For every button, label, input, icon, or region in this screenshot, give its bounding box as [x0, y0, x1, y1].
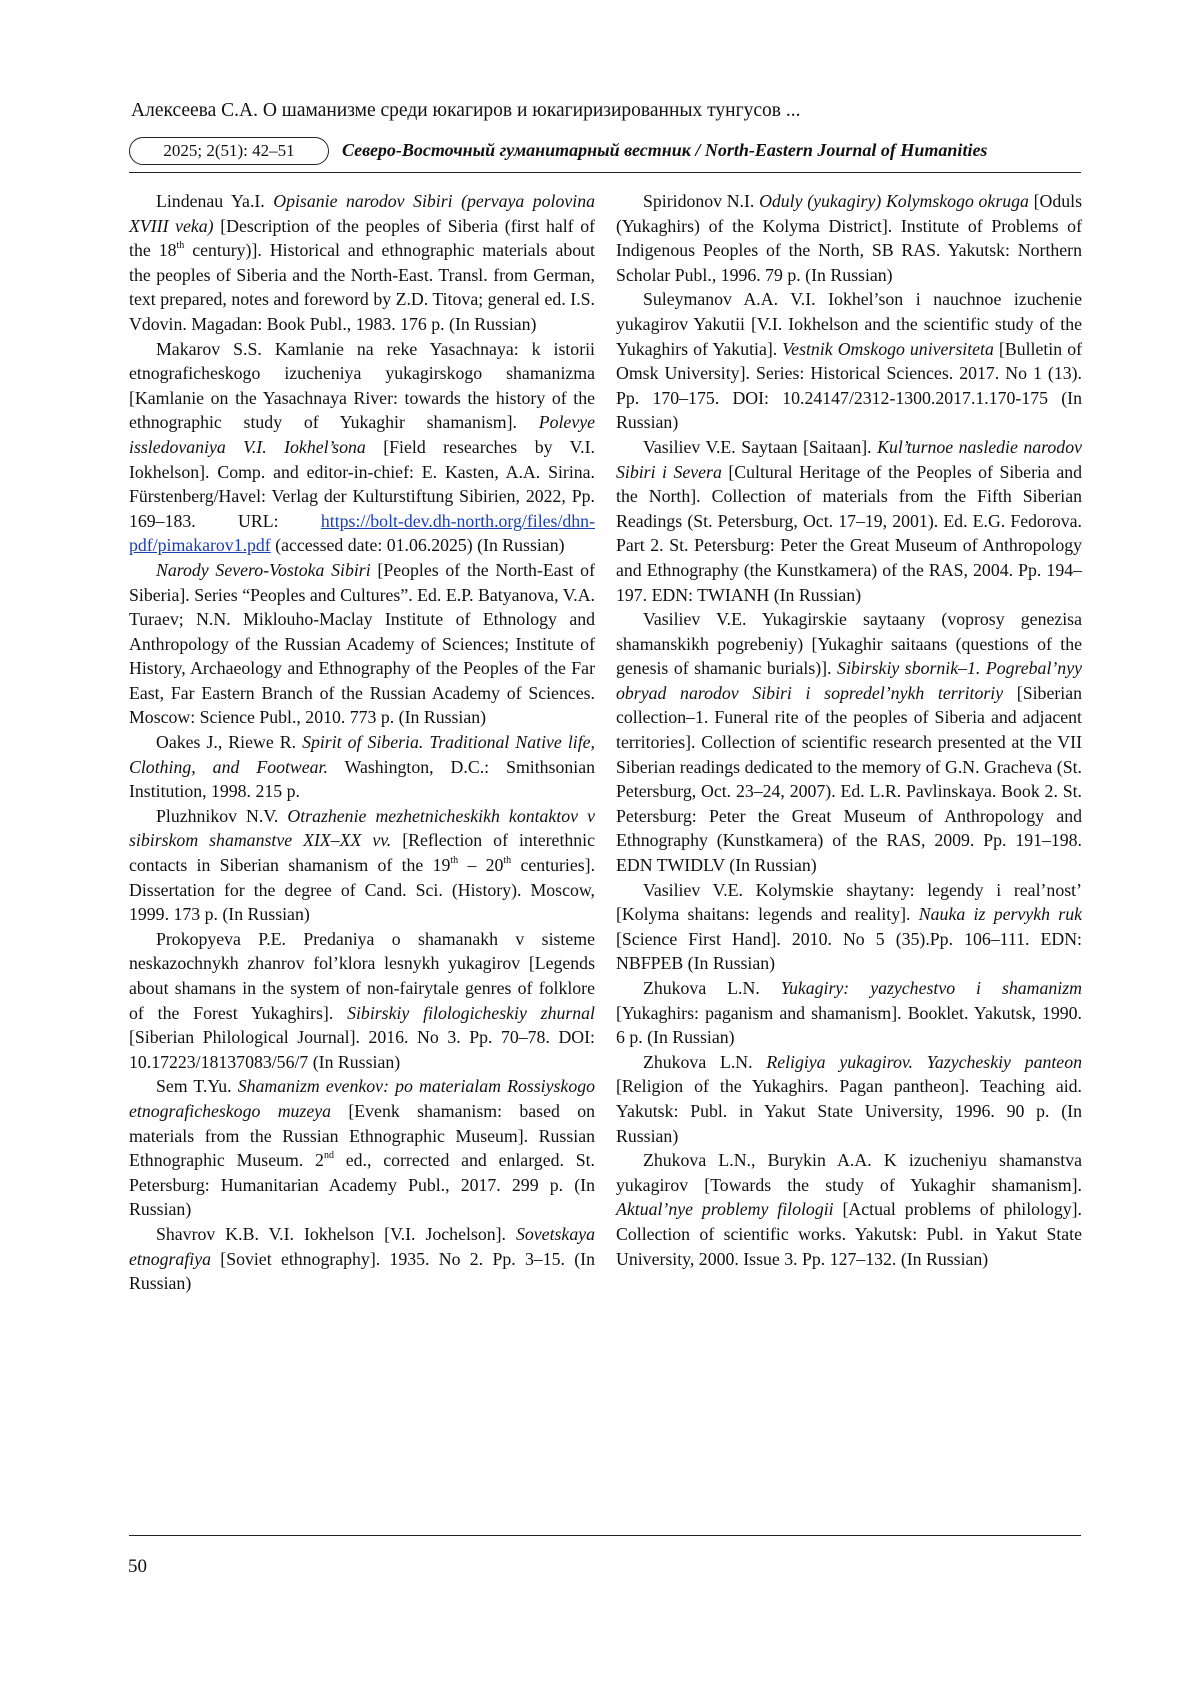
reference-vasiliev-saytaan: Vasiliev V.E. Saytaan [Saitaan]. Kul’turnoe nasledie narodov Sibiri i Severa [Cultural Heritage of the Peoples of Siberia and the North]. Collection of materials from the Fifth Siberian Readings (St. Petersburg, Oct. 17–19, 2001). Ed. E.G. Fedorova. Part 2. St. Petersburg: Peter the Great Museum of Anthropology and Ethnography (the Kunstkamera) of the RAS, 2004. Pp. 194–197. EDN: TWIANH (In Russian): [616, 436, 1083, 605]
reference-shavrov: Shavrov K.B. V.I. Iokhelson [V.I. Jochelson]. Sovetskaya etnografiya [Soviet ethnography]. 1935. No 2. Pp. 3–15. (In Russian): [129, 1223, 595, 1294]
journal-title: Северо-Восточный гуманитарный вестник / North-Eastern Journal of Humanities: [342, 140, 988, 160]
reference-pluzhnikov: Pluzhnikov N.V. Otrazhenie mezhetnicheskikh kontaktov v sibirskom shamanstve XIX–XX vv. [Reflection of interethnic contacts in Siberian shamanism of the 19th – 20th centuries]. Dissertation for the degree of Cand. Sci. (History). Moscow, 1999. 173 p. (In Russian): [129, 805, 596, 925]
journal-meta-bar: [129, 137, 1081, 169]
reference-spiridonov: Spiridonov N.I. Oduly (yukagiry) Kolymskogo okruga [Oduls (Yukaghirs) of the Kolyma District]. Institute of Problems of Indigenous Peoples of the North, SB RAS. Yakutsk: Northern Scholar Publ., 1996. 79 p. (In Russian): [616, 191, 1082, 285]
issue-badge: 2025; 2(51): 42–51: [129, 137, 329, 165]
reference-oakes: Oakes J., Riewe R. Spirit of Siberia. Traditional Native life, Clothing, and Footwear. Washington, D.C.: Smithsonian Institution, 1998. 215 p.: [129, 732, 595, 802]
page-number: 50: [128, 1556, 147, 1577]
reference-sem: Sem T.Yu. Shamanizm evenkov: po materialam Rossiyskogo etnograficheskogo muzeya [Evenk shamanism: based on materials from the Russian Ethnographic Museum]. Russian Ethnographic Museum. 2nd ed., corrected and enlarged. St. Petersburg: Humanitarian Academy Publ., 2017. 299 p. (In Russian): [129, 1076, 596, 1220]
running-head: Алексеева С.А. О шаманизме среди юкагиров и юкагиризированных тунгусов ...: [131, 100, 801, 121]
header-rule: [129, 172, 1081, 173]
reference-lindenau: Lindenau Ya.I. Opisanie narodov Sibiri (pervaya polovina XVIII veka) [Description of the peoples of Siberia (first half of the 18th century)]. Historical and ethnographic materials about the peoples of Siberia and the North-East. Transl. from German, text prepared, notes and foreword by Z.D. Titova; general ed. I.S. Vdovin. Magadan: Book Publ., 1983. 176 p. (In Russian): [129, 191, 596, 334]
makarov-url-link[interactable]: https://bolt-dev.dh-north.org/files/dhn-pdf/pimakarov1.pdf: [129, 510, 595, 556]
reference-zhukova-1996: Zhukova L.N. Religiya yukagirov. Yazycheskiy panteon [Religion of the Yukaghirs. Pagan pantheon]. Teaching aid. Yakutsk: Publ. in Yakut State University, 1996. 90 p. (In Russian): [616, 1051, 1082, 1146]
footer-rule: [129, 1535, 1081, 1536]
reference-narody: Narody Severo-Vostoka Sibiri [Peoples of the North-East of Siberia]. Series “Peoples and Cultures”. Ed. E.P. Batyanova, V.A. Turaev; N.N. Miklouho-Maclay Institute of Ethnology and Anthropology of the Russian Academy of Sciences; Institute of History, Archaeology and Ethnography of the Peoples of the Far East, Far Eastern Branch of the Russian Academy of Sciences. Moscow: Science Publ., 2010. 773 p. (In Russian): [129, 559, 595, 728]
reference-suleymanov: Suleymanov A.A. V.I. Iokhel’son i nauchnoe izuchenie yukagirov Yakutii [V.I. Iokhelson and the scientific study of the Yukaghirs of Yakutia]. Vestnik Omskogo universiteta [Bulletin of Omsk University]. Series: Historical Sciences. 2017. No 1 (13). Pp. 170–175. DOI: 10.24147/2312-1300.2017.1.170-175 (In Russian): [616, 289, 1083, 433]
references-column-left: [129, 189, 595, 1296]
reference-vasiliev-shaytany: Vasiliev V.E. Kolymskie shaytany: legendy i real’nost’ [Kolyma shaitans: legends and reality]. Nauka iz pervykh ruk [Science First Hand]. 2010. No 5 (35).Pp. 106–111. EDN: NBFPEB (In Russian): [616, 879, 1083, 974]
reference-vasiliev-saytaany: Vasiliev V.E. Yukagirskie saytaany (voprosy genezisa shamanskikh pogrebeniy) [Yukaghir saitaans (questions of the genesis of shamanic burials)]. Sibirskiy sbornik–1. Pogrebal’nyy obryad narodov Sibiri i sopredel’nykh territoriy [Siberian collection–1. Funeral rite of the peoples of Siberia and adjacent territories]. Collection of scientific research presented at the VII Siberian readings dedicated to the memory of G.N. Gracheva (St. Petersburg, Oct. 23–24, 2007). Ed. L.R. Pavlinskaya. Book 2. St. Petersburg: Peter the Great Museum of Anthropology and Ethnography (Kunstkamera) of the RAS, 2009. Pp. 191–198. EDN TWIDLV (In Russian): [616, 609, 1082, 876]
reference-zhukova-burykin: Zhukova L.N., Burykin A.A. K izucheniyu shamanstva yukagirov [Towards the study of Yukaghir shamanism]. Aktual’nye problemy filologii [Actual problems of philology]. Collection of scientific works. Yakutsk: Publ. in Yakut State University, 2000. Issue 3. Pp. 127–132. (In Russian): [616, 1150, 1082, 1269]
references-column-right: [616, 189, 1082, 1271]
reference-makarov: Makarov S.S. Kamlanie na reke Yasachnaya: k istorii etnograficheskogo izucheniya yukagirskogo shamanizma [Kamlanie on the Yasachnaya River: towards the history of the ethnographic study of Yukaghir shamanism]. Polevye issledovaniya V.I. Iokhel’sona [Field researches by V.I. Iokhelson]. Comp. and editor-in-chief: E. Kasten, A.A. Sirina. Fürstenberg/Havel: Verlag der Kulturstiftung Sibirien, 2022, Pp. 169–183. URL: https://bolt-dev.dh-north.org/files/dhn-pdf/pimakarov1.pdf (accessed date: 01.06.2025) (In Russian): [129, 338, 595, 556]
reference-zhukova-1990: Zhukova L.N. Yukagiry: yazychestvo i shamanizm [Yukaghirs: paganism and shamanism]. Booklet. Yakutsk, 1990. 6 p. (In Russian): [616, 978, 1082, 1048]
reference-prokopyeva: Prokopyeva P.E. Predaniya o shamanakh v sisteme neskazochnykh zhanrov fol’klora lesnykh yukagirov [Legends about shamans in the system of non-fairytale genres of folklore of the Forest Yukaghirs]. Sibirskiy filologicheskiy zhurnal [Siberian Philological Journal]. 2016. No 3. Pp. 70–78. DOI: 10.17223/18137083/56/7 (In Russian): [129, 928, 595, 1072]
